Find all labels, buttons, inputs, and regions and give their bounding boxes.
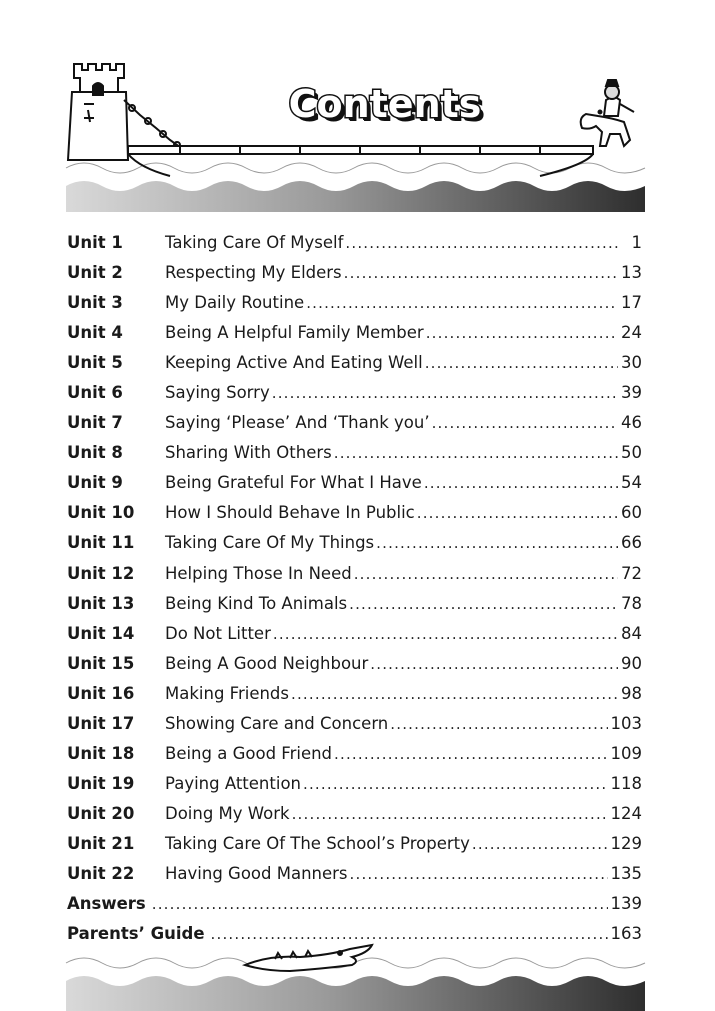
unit-number: Unit 19 bbox=[67, 773, 135, 793]
unit-number: Unit 21 bbox=[67, 833, 135, 853]
unit-title: Making Friends bbox=[165, 683, 289, 703]
dot-leader bbox=[152, 889, 608, 919]
dot-leader bbox=[370, 649, 618, 679]
unit-title: Being Kind To Animals bbox=[165, 593, 348, 613]
unit-number: Unit 22 bbox=[67, 863, 135, 883]
page-number: 66 bbox=[621, 533, 642, 553]
page-number: 124 bbox=[610, 803, 642, 823]
toc-row bbox=[67, 228, 642, 258]
toc-row bbox=[67, 559, 642, 589]
unit-title: Being Grateful For What I Have bbox=[165, 473, 422, 493]
unit-number: Unit 6 bbox=[67, 383, 123, 403]
toc-row bbox=[67, 799, 642, 829]
answers-row bbox=[67, 889, 642, 919]
unit-number: Unit 4 bbox=[67, 323, 123, 343]
toc-row bbox=[67, 769, 642, 799]
page-number: 50 bbox=[621, 443, 642, 463]
unit-title: Paying Attention bbox=[165, 773, 301, 793]
page-number: 54 bbox=[621, 473, 642, 493]
footer-illustration bbox=[0, 941, 715, 1011]
dot-leader bbox=[349, 589, 618, 619]
unit-number: Unit 7 bbox=[67, 413, 123, 433]
toc-row bbox=[67, 288, 642, 318]
dot-leader bbox=[292, 799, 608, 829]
dot-leader bbox=[472, 829, 608, 859]
castle-tower-icon bbox=[68, 64, 128, 160]
toc-row bbox=[67, 468, 642, 498]
unit-number: Unit 11 bbox=[67, 533, 135, 553]
page-title: Contents bbox=[288, 82, 482, 126]
toc-row bbox=[67, 829, 642, 859]
page-number: 60 bbox=[621, 503, 642, 523]
unit-title: Helping Those In Need bbox=[165, 563, 352, 583]
toc-row bbox=[67, 498, 642, 528]
toc-row bbox=[67, 859, 642, 889]
unit-number: Unit 10 bbox=[67, 503, 135, 523]
page-number: 30 bbox=[621, 353, 642, 373]
page-number: 13 bbox=[621, 263, 642, 283]
dot-leader bbox=[376, 528, 618, 558]
page-number: 46 bbox=[621, 413, 642, 433]
dot-leader bbox=[272, 378, 618, 408]
toc-row bbox=[67, 528, 642, 558]
bridge-icon bbox=[128, 146, 593, 176]
page-number: 129 bbox=[610, 833, 642, 853]
toc-row bbox=[67, 679, 642, 709]
unit-number: Unit 15 bbox=[67, 653, 135, 673]
unit-number: Unit 2 bbox=[67, 263, 123, 283]
toc-row bbox=[67, 589, 642, 619]
unit-title: Keeping Active And Eating Well bbox=[165, 353, 423, 373]
dot-leader bbox=[390, 709, 607, 739]
unit-number: Unit 14 bbox=[67, 623, 135, 643]
unit-title: Being A Helpful Family Member bbox=[165, 323, 424, 343]
dot-leader bbox=[354, 559, 618, 589]
page-number: 163 bbox=[610, 924, 642, 944]
toc-row bbox=[67, 258, 642, 288]
toc-row bbox=[67, 739, 642, 769]
unit-title: Being a Good Friend bbox=[165, 743, 333, 763]
page-number: 17 bbox=[621, 293, 642, 313]
dot-leader bbox=[344, 258, 618, 288]
unit-title: Respecting My Elders bbox=[165, 263, 342, 283]
unit-number: Unit 3 bbox=[67, 293, 123, 313]
dot-leader bbox=[334, 438, 618, 468]
unit-title: Sharing With Others bbox=[165, 443, 332, 463]
toc-row bbox=[67, 438, 642, 468]
page-number: 103 bbox=[610, 713, 642, 733]
dot-leader bbox=[425, 348, 618, 378]
page-number: 90 bbox=[621, 653, 642, 673]
unit-number: Unit 13 bbox=[67, 593, 135, 613]
dot-leader bbox=[334, 739, 607, 769]
parents-guide-label: Parents’ Guide bbox=[67, 924, 205, 944]
page-number: 118 bbox=[610, 773, 642, 793]
dot-leader bbox=[345, 228, 619, 258]
dot-leader bbox=[432, 408, 618, 438]
page-number: 72 bbox=[621, 563, 642, 583]
toc-row bbox=[67, 619, 642, 649]
unit-title: Having Good Manners bbox=[165, 863, 348, 883]
page-number: 78 bbox=[621, 593, 642, 613]
crocodile-icon bbox=[245, 945, 372, 971]
unit-title: Taking Care Of Myself bbox=[165, 233, 344, 252]
page-number: 109 bbox=[610, 743, 642, 763]
unit-number: Unit 9 bbox=[67, 473, 123, 493]
page-number: 24 bbox=[621, 323, 642, 343]
knight-on-horse-icon bbox=[581, 80, 634, 146]
unit-number: Unit 16 bbox=[67, 683, 135, 703]
toc-row bbox=[67, 709, 642, 739]
unit-number: Unit 17 bbox=[67, 713, 135, 733]
dot-leader bbox=[291, 679, 618, 709]
water-waves-icon bbox=[66, 958, 645, 1011]
unit-title: Saying Sorry bbox=[165, 383, 270, 403]
unit-title: Doing My Work bbox=[165, 803, 290, 823]
unit-number: Unit 5 bbox=[67, 353, 123, 373]
page-number: 98 bbox=[621, 683, 642, 703]
unit-number: Unit 18 bbox=[67, 743, 135, 763]
dot-leader bbox=[426, 318, 618, 348]
drawbridge-chain-icon bbox=[124, 100, 184, 150]
dot-leader bbox=[306, 288, 618, 318]
dot-leader bbox=[303, 769, 608, 799]
page-number: 84 bbox=[621, 623, 642, 643]
unit-title: My Daily Routine bbox=[165, 293, 305, 313]
toc-row bbox=[67, 348, 642, 378]
unit-number: Unit 20 bbox=[67, 803, 135, 823]
unit-title: How I Should Behave In Public bbox=[165, 503, 415, 523]
unit-number: Unit 8 bbox=[67, 443, 123, 463]
unit-title: Saying ‘Please’ And ‘Thank you’ bbox=[165, 413, 430, 433]
unit-title: Do Not Litter bbox=[165, 623, 271, 643]
dot-leader bbox=[424, 468, 618, 498]
page-number: 1 bbox=[631, 233, 642, 252]
table-of-contents bbox=[67, 228, 642, 949]
page-number: 39 bbox=[621, 383, 642, 403]
toc-row bbox=[67, 378, 642, 408]
unit-title: Showing Care and Concern bbox=[165, 713, 389, 733]
unit-title: Taking Care Of The School’s Property bbox=[165, 833, 470, 853]
dot-leader bbox=[417, 498, 618, 528]
toc-row bbox=[67, 649, 642, 679]
dot-leader bbox=[350, 859, 608, 889]
page-number: 139 bbox=[610, 894, 642, 914]
unit-title: Being A Good Neighbour bbox=[165, 653, 369, 673]
unit-number: Unit 12 bbox=[67, 563, 135, 583]
toc-row bbox=[67, 318, 642, 348]
dot-leader bbox=[273, 619, 618, 649]
toc-row bbox=[67, 408, 642, 438]
answers-label: Answers bbox=[67, 894, 146, 914]
page-number: 135 bbox=[610, 863, 642, 883]
unit-title: Taking Care Of My Things bbox=[165, 533, 375, 553]
unit-number: Unit 1 bbox=[67, 233, 123, 252]
